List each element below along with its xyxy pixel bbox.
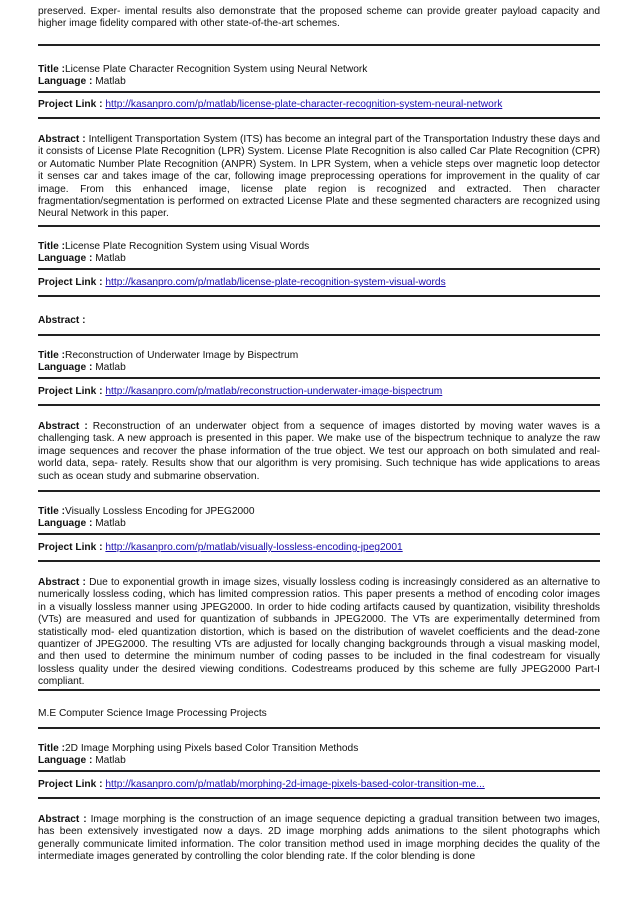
project-title: 2D Image Morphing using Pixels based Color Transition Methods <box>64 743 359 754</box>
project-link[interactable]: http://kasanpro.com/p/matlab/visually-lossless-encoding-jpeg2001 <box>105 542 403 553</box>
project-title-row <box>38 241 600 253</box>
project-link-label: Project Link : <box>38 99 103 110</box>
project-link-label: Project Link : <box>38 386 103 397</box>
divider <box>38 268 600 270</box>
project-link-row <box>38 542 600 554</box>
divider <box>38 44 600 46</box>
project-title-row <box>38 64 600 76</box>
divider <box>38 797 600 799</box>
language-label: Language : <box>38 76 93 87</box>
continued-abstract-text: preserved. Exper- imental results also demonstrate that the proposed scheme can provide greater payload capacity and higher image fidelity compared with other state-of-the-art schemes. <box>38 6 600 30</box>
language-label: Language : <box>38 755 93 766</box>
abstract-text: Image morphing is the construction of an image sequence depicting a gradual transition between two images, has been extensively investigated now a days. 2D image morphing adds animations to the silent photographs which generally communicate limited information. The color transition method used in image morphing decides the quality of the intermediate images generated by controlling the color blending rate. If the color blending is done <box>38 814 600 863</box>
project-title: License Plate Recognition System using Visual Words <box>64 241 310 252</box>
language-label: Language : <box>38 518 93 529</box>
title-label: Title : <box>38 64 65 75</box>
divider <box>38 689 600 691</box>
divider <box>38 225 600 227</box>
abstract-text: Reconstruction of an underwater object from a sequence of images distorted by moving water waves is a challenging task. A new approach is presented in this paper. We make use of the bispectrum technique to analyze the raw image sequences and recover the phase information of the true object. We test our approach on both simulated and real-world data, sepa- rately. Results show that our algorithm is very promising. Such technique has wide applications to areas such as ocean study and submarine observation. <box>38 421 600 482</box>
project-link-label: Project Link : <box>38 779 103 790</box>
project-language: Matlab <box>95 253 126 264</box>
project-link[interactable]: http://kasanpro.com/p/matlab/morphing-2d-image-pixels-based-color-transition-me... <box>105 779 485 790</box>
divider <box>38 377 600 379</box>
title-label: Title : <box>38 506 65 517</box>
divider <box>38 727 600 729</box>
project-language: Matlab <box>95 518 126 529</box>
project-abstract <box>38 421 600 483</box>
abstract-label: Abstract : <box>38 814 87 825</box>
project-link[interactable]: http://kasanpro.com/p/matlab/license-plate-recognition-system-visual-words <box>105 277 446 288</box>
project-title: Reconstruction of Underwater Image by Bispectrum <box>64 350 299 361</box>
language-label: Language : <box>38 253 93 264</box>
project-abstract <box>38 134 600 221</box>
divider <box>38 533 600 535</box>
project-language-row <box>38 76 600 88</box>
project-link[interactable]: http://kasanpro.com/p/matlab/reconstruction-underwater-image-bispectrum <box>105 386 443 397</box>
section-heading: M.E Computer Science Image Processing Projects <box>38 708 267 719</box>
divider <box>38 490 600 492</box>
divider <box>38 91 600 93</box>
divider <box>38 117 600 119</box>
project-link-row <box>38 99 600 111</box>
abstract-label: Abstract : <box>38 577 86 588</box>
abstract-label: Abstract : <box>38 315 86 326</box>
project-title: License Plate Character Recognition System using Neural Network <box>64 64 368 75</box>
project-abstract <box>38 315 600 327</box>
language-label: Language : <box>38 362 93 373</box>
divider <box>38 404 600 406</box>
project-language-row <box>38 253 600 265</box>
project-language-row <box>38 755 600 767</box>
divider <box>38 334 600 336</box>
project-link-row <box>38 779 600 791</box>
project-link-label: Project Link : <box>38 277 103 288</box>
project-title-row <box>38 743 600 755</box>
project-language-row <box>38 362 600 374</box>
divider <box>38 560 600 562</box>
abstract-label: Abstract : <box>38 134 86 145</box>
title-label: Title : <box>38 350 65 361</box>
project-title: Visually Lossless Encoding for JPEG2000 <box>64 506 255 517</box>
project-language: Matlab <box>95 362 126 373</box>
abstract-text: Due to exponential growth in image sizes, visually lossless coding is increasingly considered as an alternative to numerically lossless coding, which has limited compression ratios. This paper presents a method of encoding color images in a visually lossless manner using JPEG2000. In order to hide coding artifacts caused by quantization, visibility thresholds (VTs) are measured and used for quantization of subbands in JPEG2000. The VTs are experimentally determined from statistically mod- eled quantization distortion, which is based on the distribution of wavelet coefficients and the dead-zone quantizer of JPEG2000. The resulting VTs are adjusted for locally changing backgrounds through a visual masking model, and then used to determine the minimum number of coding passes to be included in the final codestream for visually lossless quality under the desired viewing conditions. Codestreams produced by this scheme are fully JPEG2000 Part-I compliant. <box>38 577 600 688</box>
abstract-text: Intelligent Transportation System (ITS) has become an integral part of the Transportation Industry these days and it consists of License Plate Recognition (LPR) System. License Plate Recognition is also called Car Plate Recognition (CPR) or Automatic Number Plate Recognition (ANPR) System. In LPR System, when a vehicle steps over magnetic loop detector it senses car and takes image of the car, following image preprocessing operations for improvement in the quality of car image. From this enhanced image, license plate region is recognized and extracted. Then character fragmentation/segmentation is performed on extracted License Plate and these segmented characters are recognized using Neural Network in this paper. <box>38 134 600 220</box>
title-label: Title : <box>38 241 65 252</box>
project-language: Matlab <box>95 755 126 766</box>
divider <box>38 770 600 772</box>
title-label: Title : <box>38 743 65 754</box>
project-abstract <box>38 814 600 864</box>
project-link-row <box>38 386 600 398</box>
project-abstract <box>38 577 600 689</box>
project-language-row <box>38 518 600 530</box>
project-link-label: Project Link : <box>38 542 103 553</box>
abstract-label: Abstract : <box>38 421 88 432</box>
project-title-row <box>38 506 600 518</box>
project-link[interactable]: http://kasanpro.com/p/matlab/license-plate-character-recognition-system-neural-network <box>105 99 503 110</box>
project-link-row <box>38 277 600 289</box>
project-title-row <box>38 350 600 362</box>
project-language: Matlab <box>95 76 126 87</box>
divider <box>38 295 600 297</box>
